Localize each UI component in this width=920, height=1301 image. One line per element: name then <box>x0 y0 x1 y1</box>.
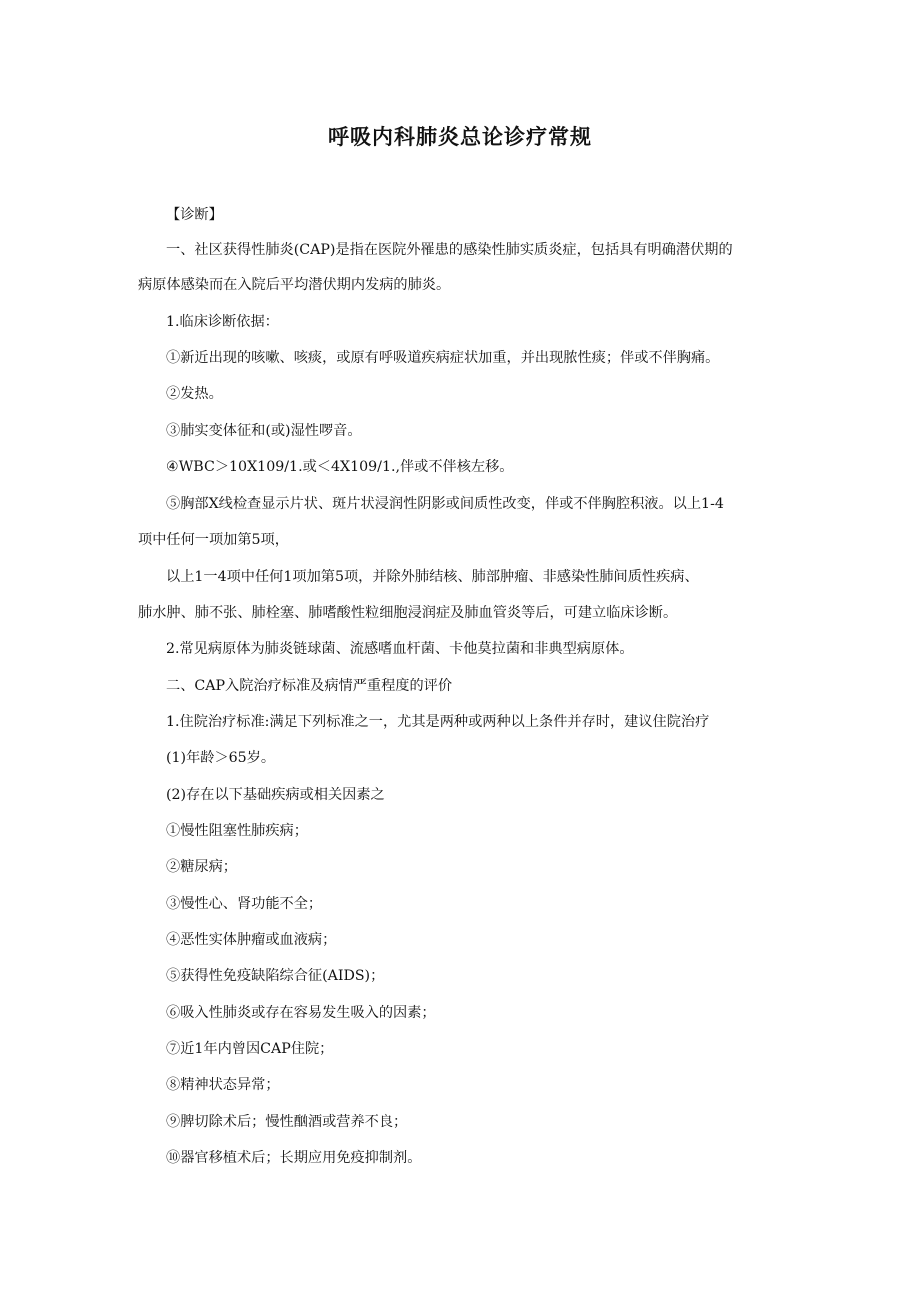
cap-definition-line-2: 病原体感染而在入院后平均潜伏期内发病的肺炎。 <box>138 277 451 293</box>
clinical-item-3: ③肺实变体征和(或)湿性啰音。 <box>166 423 362 439</box>
factor-item-3: ③慢性心、肾功能不全； <box>166 896 323 912</box>
admission-underlying: (2)存在以下基础疾病或相关因素之 <box>166 787 385 803</box>
factor-item-4: ④恶性实体肿瘤或血液病； <box>166 932 337 948</box>
factor-item-2: ②糖尿病； <box>166 859 237 875</box>
factor-item-6: ⑥吸入性肺炎或存在容易发生吸入的因素； <box>166 1005 436 1021</box>
admission-heading: 二、CAP入院治疗标准及病情严重程度的评价 <box>166 678 453 694</box>
pathogens-paragraph: 2.常见病原体为肺炎链球菌、流感嗜血杆菌、卡他莫拉菌和非典型病原体。 <box>166 641 634 657</box>
factor-item-7: ⑦近1年内曾因CAP住院； <box>166 1041 334 1057</box>
clinical-conclusion-line-2: 肺水肿、肺不张、肺栓塞、肺嗜酸性粒细胞浸润症及肺血管炎等后，可建立临床诊断。 <box>138 605 678 621</box>
clinical-item-5-line-2: 项中任何一项加第5项， <box>138 532 289 548</box>
factor-item-8: ⑧精神状态异常； <box>166 1077 280 1093</box>
clinical-conclusion-line-1: 以上1一4项中任何1项加第5项，并除外肺结核、肺部肿瘤、非感染性肺间质性疾病、 <box>166 569 699 585</box>
clinical-item-5-line-1: ⑤胸部X线检查显示片状、斑片状浸润性阴影或间质性改变，伴或不伴胸腔积液。以上1-4 <box>166 496 724 512</box>
admission-age: (1)年龄＞65岁。 <box>166 750 276 766</box>
factor-item-10: ⑩器官移植术后；长期应用免疫抑制剂。 <box>166 1150 422 1166</box>
clinical-basis-heading: 1.临床诊断依据： <box>166 314 279 330</box>
factor-item-5: ⑤获得性免疫缺陷综合征(AIDS)； <box>166 968 385 984</box>
admission-criteria: 1.住院治疗标准:满足下列标准之一，尤其是两种或两种以上条件并存时，建议住院治疗 <box>166 714 710 730</box>
cap-definition-line-1: 一、社区获得性肺炎(CAP)是指在医院外罹患的感染性肺实质炎症，包括具有明确潜伏期的 <box>166 242 733 258</box>
document-title: 呼吸内科肺炎总论诊疗常规 <box>328 125 592 149</box>
clinical-item-2: ②发热。 <box>166 386 223 402</box>
factor-item-9: ⑨脾切除术后；慢性酗酒或营养不良； <box>166 1114 408 1130</box>
diagnosis-heading: 【诊断】 <box>166 207 223 223</box>
clinical-item-4: ④WBC＞10X109/1.或＜4X109/1.,伴或不伴核左移。 <box>166 459 514 475</box>
clinical-item-1: ①新近出现的咳嗽、咳痰，或原有呼吸道疾病症状加重，并出现脓性痰；伴或不伴胸痛。 <box>166 350 720 366</box>
factor-item-1: ①慢性阻塞性肺疾病； <box>166 823 308 839</box>
